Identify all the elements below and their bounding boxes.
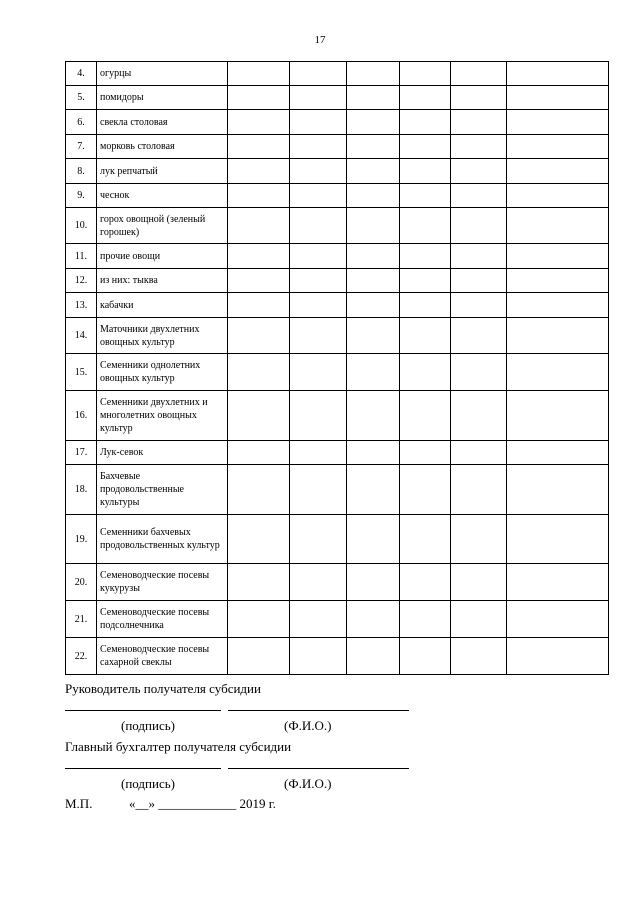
stamp-row xyxy=(65,796,625,816)
crop-name-cell: свекла столовая xyxy=(97,110,228,135)
empty-value-cell xyxy=(507,110,609,135)
empty-value-cell xyxy=(347,293,400,318)
table-row xyxy=(66,244,609,269)
empty-value-cell xyxy=(290,135,347,159)
empty-value-cell xyxy=(400,515,451,564)
crop-name-cell: чеснок xyxy=(97,184,228,208)
empty-value-cell xyxy=(400,244,451,269)
empty-value-cell xyxy=(228,86,290,110)
crop-name-cell: лук репчатый xyxy=(97,159,228,184)
empty-value-cell xyxy=(228,62,290,86)
empty-value-cell xyxy=(290,391,347,441)
empty-value-cell xyxy=(507,293,609,318)
empty-value-cell xyxy=(400,62,451,86)
empty-value-cell xyxy=(347,601,400,638)
empty-value-cell xyxy=(507,515,609,564)
accountant-signature-caption: (подпись) xyxy=(121,776,175,791)
page-number: 17 xyxy=(314,34,326,46)
empty-value-cell xyxy=(347,564,400,601)
head-signature-line xyxy=(65,710,221,711)
empty-value-cell xyxy=(451,184,507,208)
empty-value-cell xyxy=(290,62,347,86)
crop-name-cell: Маточники двухлетних овощных культур xyxy=(97,318,228,354)
head-signature-caption: (подпись) xyxy=(121,718,175,733)
empty-value-cell xyxy=(451,638,507,675)
crop-name-cell: Семеноводческие посевы кукурузы xyxy=(97,564,228,601)
empty-value-cell xyxy=(400,354,451,391)
empty-value-cell xyxy=(507,354,609,391)
empty-value-cell xyxy=(347,86,400,110)
crop-table xyxy=(65,61,609,675)
empty-value-cell xyxy=(451,391,507,441)
row-number: 22. xyxy=(66,638,97,675)
empty-value-cell xyxy=(347,269,400,293)
stamp-place-label: М.П. xyxy=(65,796,93,811)
empty-value-cell xyxy=(507,391,609,441)
accountant-signature-captions xyxy=(65,776,625,796)
empty-value-cell xyxy=(290,354,347,391)
table-row xyxy=(66,159,609,184)
row-number: 19. xyxy=(66,515,97,564)
head-signature-row xyxy=(65,698,625,718)
empty-value-cell xyxy=(451,564,507,601)
accountant-signature-row xyxy=(65,756,625,776)
empty-value-cell xyxy=(228,441,290,465)
empty-value-cell xyxy=(290,465,347,515)
empty-value-cell xyxy=(400,318,451,354)
empty-value-cell xyxy=(347,354,400,391)
accountant-name-caption: (Ф.И.О.) xyxy=(284,776,332,791)
empty-value-cell xyxy=(290,110,347,135)
empty-value-cell xyxy=(400,86,451,110)
empty-value-cell xyxy=(290,269,347,293)
empty-value-cell xyxy=(507,564,609,601)
empty-value-cell xyxy=(290,441,347,465)
row-number: 15. xyxy=(66,354,97,391)
empty-value-cell xyxy=(507,638,609,675)
empty-value-cell xyxy=(347,318,400,354)
empty-value-cell xyxy=(228,293,290,318)
empty-value-cell xyxy=(228,110,290,135)
crop-name-cell: Лук-севок xyxy=(97,441,228,465)
empty-value-cell xyxy=(400,110,451,135)
empty-value-cell xyxy=(451,208,507,244)
crop-name-cell: кабачки xyxy=(97,293,228,318)
head-signature-captions xyxy=(65,718,625,738)
empty-value-cell xyxy=(228,159,290,184)
crop-name-cell: Семеноводческие посевы сахарной свеклы xyxy=(97,638,228,675)
empty-value-cell xyxy=(451,318,507,354)
empty-value-cell xyxy=(290,318,347,354)
empty-value-cell xyxy=(507,244,609,269)
crop-name-cell: Семенники бахчевых продовольственных культур xyxy=(97,515,228,564)
head-name-line xyxy=(228,710,409,711)
empty-value-cell xyxy=(347,110,400,135)
empty-value-cell xyxy=(507,465,609,515)
accountant-signature-line xyxy=(65,768,221,769)
empty-value-cell xyxy=(451,244,507,269)
empty-value-cell xyxy=(290,601,347,638)
table-row xyxy=(66,62,609,86)
empty-value-cell xyxy=(451,441,507,465)
table-row xyxy=(66,601,609,638)
empty-value-cell xyxy=(507,601,609,638)
empty-value-cell xyxy=(290,638,347,675)
empty-value-cell xyxy=(347,515,400,564)
empty-value-cell xyxy=(228,564,290,601)
empty-value-cell xyxy=(507,441,609,465)
crop-name-cell: огурцы xyxy=(97,62,228,86)
empty-value-cell xyxy=(228,601,290,638)
table-row xyxy=(66,184,609,208)
empty-value-cell xyxy=(451,62,507,86)
empty-value-cell xyxy=(228,184,290,208)
empty-value-cell xyxy=(290,244,347,269)
empty-value-cell xyxy=(451,354,507,391)
crop-name-cell: Семенники двухлетних и многолетних овощных культур xyxy=(97,391,228,441)
empty-value-cell xyxy=(290,515,347,564)
row-number: 20. xyxy=(66,564,97,601)
empty-value-cell xyxy=(290,159,347,184)
empty-value-cell xyxy=(400,269,451,293)
empty-value-cell xyxy=(290,86,347,110)
empty-value-cell xyxy=(400,159,451,184)
row-number: 7. xyxy=(66,135,97,159)
empty-value-cell xyxy=(451,86,507,110)
empty-value-cell xyxy=(400,638,451,675)
empty-value-cell xyxy=(507,318,609,354)
empty-value-cell xyxy=(347,184,400,208)
table-row xyxy=(66,293,609,318)
signature-block xyxy=(65,680,625,816)
empty-value-cell xyxy=(451,159,507,184)
empty-value-cell xyxy=(400,135,451,159)
table-row xyxy=(66,515,609,564)
row-number: 11. xyxy=(66,244,97,269)
empty-value-cell xyxy=(400,391,451,441)
date-field: «__» ____________ 2019 г. xyxy=(129,796,276,811)
row-number: 21. xyxy=(66,601,97,638)
empty-value-cell xyxy=(507,135,609,159)
row-number: 12. xyxy=(66,269,97,293)
table-row xyxy=(66,465,609,515)
accountant-signature-title: Главный бухгалтер получателя субсидии xyxy=(65,739,292,754)
empty-value-cell xyxy=(347,441,400,465)
empty-value-cell xyxy=(228,391,290,441)
empty-value-cell xyxy=(507,184,609,208)
row-number: 16. xyxy=(66,391,97,441)
empty-value-cell xyxy=(290,293,347,318)
empty-value-cell xyxy=(451,135,507,159)
table-row xyxy=(66,135,609,159)
table-row xyxy=(66,441,609,465)
empty-value-cell xyxy=(400,465,451,515)
empty-value-cell xyxy=(347,159,400,184)
empty-value-cell xyxy=(228,269,290,293)
head-signature-title: Руководитель получателя субсидии xyxy=(65,681,261,696)
row-number: 4. xyxy=(66,62,97,86)
empty-value-cell xyxy=(228,135,290,159)
empty-value-cell xyxy=(451,110,507,135)
table-row xyxy=(66,110,609,135)
row-number: 8. xyxy=(66,159,97,184)
empty-value-cell xyxy=(451,269,507,293)
empty-value-cell xyxy=(400,441,451,465)
accountant-name-line xyxy=(228,768,409,769)
table-row xyxy=(66,354,609,391)
empty-value-cell xyxy=(451,465,507,515)
empty-value-cell xyxy=(228,465,290,515)
table-row xyxy=(66,86,609,110)
row-number: 9. xyxy=(66,184,97,208)
empty-value-cell xyxy=(228,638,290,675)
row-number: 5. xyxy=(66,86,97,110)
empty-value-cell xyxy=(507,269,609,293)
table-row xyxy=(66,638,609,675)
empty-value-cell xyxy=(347,208,400,244)
row-number: 18. xyxy=(66,465,97,515)
empty-value-cell xyxy=(507,86,609,110)
empty-value-cell xyxy=(400,601,451,638)
empty-value-cell xyxy=(347,391,400,441)
crop-name-cell: Бахчевые продовольственные культуры xyxy=(97,465,228,515)
table-row xyxy=(66,208,609,244)
table-row xyxy=(66,269,609,293)
empty-value-cell xyxy=(507,208,609,244)
empty-value-cell xyxy=(507,159,609,184)
empty-value-cell xyxy=(290,184,347,208)
empty-value-cell xyxy=(228,244,290,269)
row-number: 6. xyxy=(66,110,97,135)
crop-name-cell: горох овощной (зеленый горошек) xyxy=(97,208,228,244)
head-name-caption: (Ф.И.О.) xyxy=(284,718,332,733)
empty-value-cell xyxy=(451,601,507,638)
empty-value-cell xyxy=(400,184,451,208)
table-row xyxy=(66,564,609,601)
empty-value-cell xyxy=(228,354,290,391)
empty-value-cell xyxy=(347,638,400,675)
empty-value-cell xyxy=(347,62,400,86)
empty-value-cell xyxy=(228,318,290,354)
row-number: 10. xyxy=(66,208,97,244)
empty-value-cell xyxy=(347,465,400,515)
crop-name-cell: из них: тыква xyxy=(97,269,228,293)
empty-value-cell xyxy=(451,293,507,318)
table-row xyxy=(66,391,609,441)
empty-value-cell xyxy=(507,62,609,86)
row-number: 17. xyxy=(66,441,97,465)
crop-name-cell: морковь столовая xyxy=(97,135,228,159)
crop-name-cell: Семенники однолетних овощных культур xyxy=(97,354,228,391)
crop-name-cell: прочие овощи xyxy=(97,244,228,269)
empty-value-cell xyxy=(290,208,347,244)
empty-value-cell xyxy=(400,293,451,318)
crop-name-cell: помидоры xyxy=(97,86,228,110)
row-number: 13. xyxy=(66,293,97,318)
crop-name-cell: Семеноводческие посевы подсолнечника xyxy=(97,601,228,638)
empty-value-cell xyxy=(228,208,290,244)
empty-value-cell xyxy=(451,515,507,564)
table-row xyxy=(66,318,609,354)
empty-value-cell xyxy=(290,564,347,601)
empty-value-cell xyxy=(347,135,400,159)
row-number: 14. xyxy=(66,318,97,354)
empty-value-cell xyxy=(347,244,400,269)
empty-value-cell xyxy=(228,515,290,564)
empty-value-cell xyxy=(400,208,451,244)
empty-value-cell xyxy=(400,564,451,601)
